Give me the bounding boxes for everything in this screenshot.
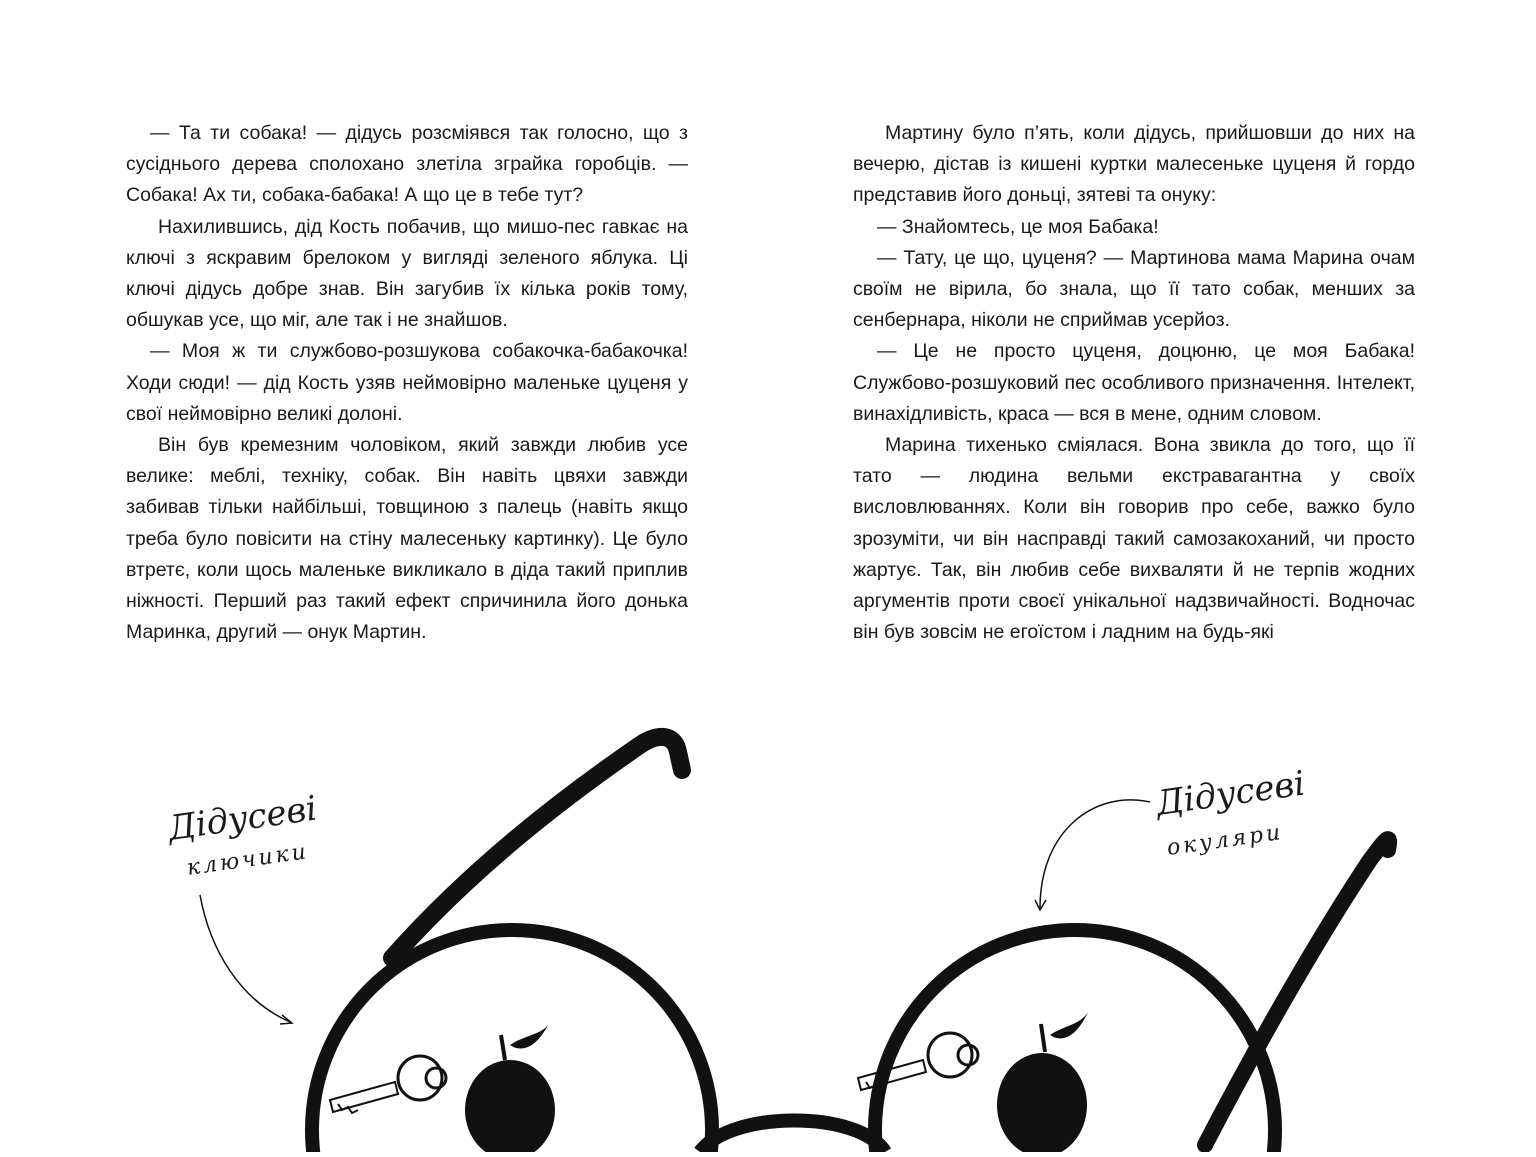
keys-icon [330, 1056, 446, 1113]
paragraph: — Моя ж ти службово-розшукова собакочка-бабакочка! Ходи сюди! — дід Кость узяв неймовірно маленьке цуценя у свої неймовірно великі долоні. [126, 340, 688, 425]
right-page-text [853, 118, 1415, 648]
caption-keys-line1: Дідусеві [165, 788, 320, 849]
paragraph: Марина тихенько сміялася. Вона звикла до того, що її тато — людина вельми екстравагантна у своїх висловлюваннях. Коли він говорив про себе, важко було зрозуміти, чи він насправді такий самозакоханий, чи просто жартує. Так, він любив себе вихваляти й не терпів жодних аргументів проти своєї унікальної надзвичайності. Водночас він був зовсім не егоїстом і ладним на будь-які [853, 434, 1415, 644]
paragraph: — Та ти собака! — дідусь розсміявся так голосно, що з сусіднього дерева сполохано злетіла зграйка горобців. — Собака! Ах ти, собака-бабака! А що це в тебе тут? [126, 122, 688, 207]
apple-icon [465, 1025, 555, 1152]
glasses-illustration [0, 690, 1536, 1152]
paragraph: — Тату, це що, цуценя? — Мартинова мама Марина очам своїм не вірила, бо знала, що її тато собак, менших за сенбернара, ніколи не сприймав усерйоз. [853, 246, 1415, 332]
paragraph: — Знайомтесь, це моя Бабака! [877, 215, 1159, 238]
paragraph: Нахилившись, дід Кость побачив, що мишо-пес гавкає на ключі з яскравим брелоком у вигляді зеленого яблука. Ці ключі дідусь добре знав. Він загубив їх кілька років тому, обшукав усе, що міг, але так і не знайшов. [126, 215, 688, 332]
caption-keys-line2: ключики [185, 839, 311, 881]
paragraph: Мартину було п’ять, коли дідусь, прийшовши до них на вечерю, дістав із кишені куртки малесеньке цуценя й гордо представив його доньці, зятеві та онуку: [853, 122, 1415, 207]
glasses-bridge [700, 1121, 885, 1153]
arrow-glasses [1040, 800, 1150, 908]
glasses-right-temple [1205, 839, 1389, 1145]
paragraph: — Це не просто цуценя, доцюню, це моя Бабака! Службово-розшуковий пес особливого призначення. Інтелект, винахідливість, краса — вся в мене, одним словом. [853, 340, 1415, 425]
caption-glasses-line1: Дідусеві [1153, 763, 1308, 824]
apple-icon [997, 1012, 1088, 1152]
arrow-keys [200, 895, 290, 1022]
paragraph: Він був кремезним чоловіком, який завжди любив усе велике: меблі, техніку, собак. Він навіть цвяхи завжди забивав тільки найбільші, товщиною з палець (навіть якщо треба було повісити на стіну малесеньку картинку). Це було втретє, коли щось маленьке викликало в діда такий приплив ніжності. Перший раз такий ефект спричинила його донька Маринка, другий — онук Мартин. [126, 434, 688, 644]
caption-glasses-line2: окуляри [1165, 819, 1285, 861]
left-page-text [126, 118, 688, 648]
